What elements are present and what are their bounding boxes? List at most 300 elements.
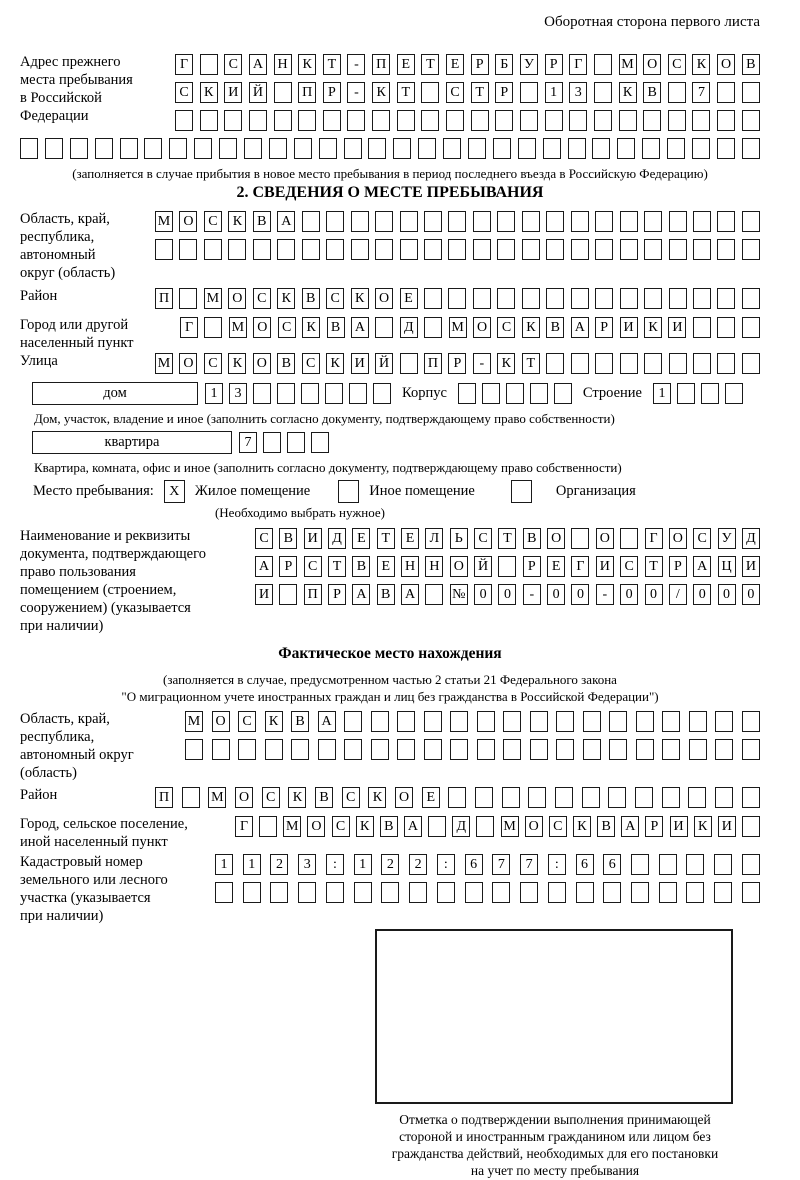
char-cell[interactable]: [742, 110, 760, 131]
char-cell[interactable]: [263, 432, 281, 453]
char-cell[interactable]: Р: [279, 556, 297, 577]
char-cell[interactable]: [155, 239, 173, 260]
char-cell[interactable]: [644, 211, 662, 232]
char-cell[interactable]: [643, 110, 661, 131]
char-cell[interactable]: 1: [354, 854, 372, 875]
char-cell[interactable]: [344, 138, 362, 159]
char-cell[interactable]: [631, 882, 649, 903]
char-cell[interactable]: [418, 138, 436, 159]
char-cell[interactable]: [609, 739, 627, 760]
char-cell[interactable]: [277, 383, 295, 404]
char-cell[interactable]: С: [497, 317, 515, 338]
char-cell[interactable]: М: [208, 787, 226, 808]
char-cell[interactable]: М: [155, 353, 173, 374]
char-cell[interactable]: [546, 211, 564, 232]
char-cell[interactable]: [169, 138, 187, 159]
char-cell[interactable]: И: [304, 528, 322, 549]
char-cell[interactable]: Т: [323, 54, 341, 75]
char-cell[interactable]: [644, 288, 662, 309]
char-cell[interactable]: 7: [239, 432, 257, 453]
char-cell[interactable]: [375, 239, 393, 260]
char-cell[interactable]: О: [450, 556, 468, 577]
char-cell[interactable]: Е: [352, 528, 370, 549]
char-cell[interactable]: [502, 787, 520, 808]
char-cell[interactable]: М: [501, 816, 519, 837]
char-cell[interactable]: С: [238, 711, 256, 732]
char-cell[interactable]: [243, 882, 261, 903]
char-cell[interactable]: [714, 854, 732, 875]
char-cell[interactable]: Е: [422, 787, 440, 808]
char-cell[interactable]: А: [621, 816, 639, 837]
char-cell[interactable]: [530, 383, 548, 404]
char-cell[interactable]: [715, 739, 733, 760]
char-cell[interactable]: Р: [471, 54, 489, 75]
char-cell[interactable]: В: [523, 528, 541, 549]
char-cell[interactable]: [298, 882, 316, 903]
char-cell[interactable]: С: [204, 353, 222, 374]
char-cell[interactable]: -: [523, 584, 541, 605]
char-cell[interactable]: [344, 739, 362, 760]
char-cell[interactable]: В: [546, 317, 564, 338]
char-cell[interactable]: А: [249, 54, 267, 75]
char-cell[interactable]: [204, 317, 222, 338]
char-cell[interactable]: [571, 239, 589, 260]
char-cell[interactable]: :: [437, 854, 455, 875]
char-cell[interactable]: Й: [474, 556, 492, 577]
char-cell[interactable]: К: [351, 288, 369, 309]
char-cell[interactable]: 0: [547, 584, 565, 605]
char-cell[interactable]: Д: [452, 816, 470, 837]
char-cell[interactable]: Г: [645, 528, 663, 549]
char-cell[interactable]: М: [449, 317, 467, 338]
char-cell[interactable]: М: [204, 288, 222, 309]
char-cell[interactable]: [582, 787, 600, 808]
char-cell[interactable]: [448, 288, 466, 309]
char-cell[interactable]: С: [332, 816, 350, 837]
char-cell[interactable]: [120, 138, 138, 159]
char-cell[interactable]: [603, 882, 621, 903]
char-cell[interactable]: [492, 882, 510, 903]
char-cell[interactable]: К: [298, 54, 316, 75]
char-cell[interactable]: [344, 711, 362, 732]
char-cell[interactable]: [742, 816, 760, 837]
char-cell[interactable]: [471, 110, 489, 131]
char-cell[interactable]: [351, 211, 369, 232]
char-cell[interactable]: [693, 239, 711, 260]
char-cell[interactable]: [554, 383, 572, 404]
char-cell[interactable]: [592, 138, 610, 159]
char-cell[interactable]: К: [372, 82, 390, 103]
char-cell[interactable]: В: [302, 288, 320, 309]
char-cell[interactable]: А: [352, 584, 370, 605]
char-cell[interactable]: [717, 110, 735, 131]
char-cell[interactable]: Н: [401, 556, 419, 577]
char-cell[interactable]: [520, 110, 538, 131]
char-cell[interactable]: [642, 138, 660, 159]
char-cell[interactable]: С: [204, 211, 222, 232]
char-cell[interactable]: [620, 211, 638, 232]
char-cell[interactable]: Г: [235, 816, 253, 837]
char-cell[interactable]: И: [670, 816, 688, 837]
char-cell[interactable]: [717, 211, 735, 232]
char-cell[interactable]: [175, 110, 193, 131]
char-cell[interactable]: [495, 110, 513, 131]
char-cell[interactable]: [253, 383, 271, 404]
char-cell[interactable]: К: [326, 353, 344, 374]
checkbox-organizacia[interactable]: [511, 480, 532, 503]
char-cell[interactable]: С: [342, 787, 360, 808]
char-cell[interactable]: [302, 239, 320, 260]
char-cell[interactable]: [381, 882, 399, 903]
char-cell[interactable]: [693, 317, 711, 338]
char-cell[interactable]: Г: [175, 54, 193, 75]
char-cell[interactable]: [548, 882, 566, 903]
char-cell[interactable]: [409, 882, 427, 903]
char-cell[interactable]: 0: [498, 584, 516, 605]
char-cell[interactable]: [742, 739, 760, 760]
char-cell[interactable]: [717, 353, 735, 374]
char-cell[interactable]: К: [619, 82, 637, 103]
char-cell[interactable]: [323, 110, 341, 131]
char-cell[interactable]: [371, 739, 389, 760]
char-cell[interactable]: [20, 138, 38, 159]
char-cell[interactable]: Д: [328, 528, 346, 549]
char-cell[interactable]: [668, 82, 686, 103]
char-cell[interactable]: [576, 882, 594, 903]
char-cell[interactable]: П: [155, 288, 173, 309]
char-cell[interactable]: [717, 138, 735, 159]
char-cell[interactable]: [662, 711, 680, 732]
char-cell[interactable]: И: [718, 816, 736, 837]
char-cell[interactable]: [400, 353, 418, 374]
char-cell[interactable]: [662, 787, 680, 808]
char-cell[interactable]: [458, 383, 476, 404]
char-cell[interactable]: [717, 239, 735, 260]
char-cell[interactable]: [686, 854, 704, 875]
char-cell[interactable]: [302, 211, 320, 232]
char-cell[interactable]: М: [229, 317, 247, 338]
char-cell[interactable]: [595, 288, 613, 309]
char-cell[interactable]: А: [401, 584, 419, 605]
char-cell[interactable]: И: [255, 584, 273, 605]
char-cell[interactable]: [689, 711, 707, 732]
char-cell[interactable]: [498, 556, 516, 577]
char-cell[interactable]: [473, 239, 491, 260]
char-cell[interactable]: О: [375, 288, 393, 309]
char-cell[interactable]: [742, 211, 760, 232]
char-cell[interactable]: [620, 288, 638, 309]
char-cell[interactable]: Т: [522, 353, 540, 374]
char-cell[interactable]: [568, 138, 586, 159]
char-cell[interactable]: [393, 138, 411, 159]
char-cell[interactable]: [669, 353, 687, 374]
char-cell[interactable]: 6: [465, 854, 483, 875]
char-cell[interactable]: [583, 711, 601, 732]
char-cell[interactable]: Г: [569, 54, 587, 75]
char-cell[interactable]: [717, 82, 735, 103]
char-cell[interactable]: [742, 711, 760, 732]
char-cell[interactable]: А: [404, 816, 422, 837]
char-cell[interactable]: У: [520, 54, 538, 75]
char-cell[interactable]: К: [228, 353, 246, 374]
char-cell[interactable]: [325, 383, 343, 404]
char-cell[interactable]: [594, 54, 612, 75]
char-cell[interactable]: [688, 787, 706, 808]
char-cell[interactable]: О: [473, 317, 491, 338]
char-cell[interactable]: [400, 239, 418, 260]
char-cell[interactable]: [556, 711, 574, 732]
char-cell[interactable]: К: [302, 317, 320, 338]
char-cell[interactable]: С: [175, 82, 193, 103]
char-cell[interactable]: [522, 239, 540, 260]
char-cell[interactable]: [693, 288, 711, 309]
char-cell[interactable]: [715, 787, 733, 808]
char-cell[interactable]: С: [326, 288, 344, 309]
char-cell[interactable]: С: [278, 317, 296, 338]
char-cell[interactable]: Р: [523, 556, 541, 577]
char-cell[interactable]: [546, 288, 564, 309]
char-cell[interactable]: В: [377, 584, 395, 605]
char-cell[interactable]: [215, 882, 233, 903]
char-cell[interactable]: 3: [298, 854, 316, 875]
char-cell[interactable]: /: [669, 584, 687, 605]
char-cell[interactable]: Р: [448, 353, 466, 374]
char-cell[interactable]: [714, 882, 732, 903]
char-cell[interactable]: [421, 110, 439, 131]
char-cell[interactable]: А: [351, 317, 369, 338]
char-cell[interactable]: [595, 353, 613, 374]
char-cell[interactable]: 0: [742, 584, 760, 605]
char-cell[interactable]: [668, 110, 686, 131]
char-cell[interactable]: С: [304, 556, 322, 577]
char-cell[interactable]: В: [277, 353, 295, 374]
char-cell[interactable]: [450, 711, 468, 732]
char-cell[interactable]: [468, 138, 486, 159]
char-cell[interactable]: П: [304, 584, 322, 605]
char-cell[interactable]: В: [279, 528, 297, 549]
char-cell[interactable]: [200, 54, 218, 75]
char-cell[interactable]: А: [277, 211, 295, 232]
char-cell[interactable]: [569, 110, 587, 131]
char-cell[interactable]: [546, 239, 564, 260]
char-cell[interactable]: Р: [328, 584, 346, 605]
char-cell[interactable]: [742, 882, 760, 903]
char-cell[interactable]: [530, 739, 548, 760]
char-cell[interactable]: К: [356, 816, 374, 837]
char-cell[interactable]: [446, 110, 464, 131]
char-cell[interactable]: [269, 138, 287, 159]
char-cell[interactable]: [594, 110, 612, 131]
char-cell[interactable]: С: [446, 82, 464, 103]
char-cell[interactable]: Е: [397, 54, 415, 75]
char-cell[interactable]: [659, 854, 677, 875]
char-cell[interactable]: [200, 110, 218, 131]
char-cell[interactable]: М: [619, 54, 637, 75]
char-cell[interactable]: [644, 353, 662, 374]
char-cell[interactable]: [693, 353, 711, 374]
char-cell[interactable]: [298, 110, 316, 131]
char-cell[interactable]: [669, 288, 687, 309]
char-cell[interactable]: 1: [215, 854, 233, 875]
char-cell[interactable]: №: [450, 584, 468, 605]
char-cell[interactable]: [475, 787, 493, 808]
char-cell[interactable]: [518, 138, 536, 159]
char-cell[interactable]: [326, 211, 344, 232]
char-cell[interactable]: 7: [520, 854, 538, 875]
char-cell[interactable]: И: [224, 82, 242, 103]
char-cell[interactable]: [477, 739, 495, 760]
char-cell[interactable]: [617, 138, 635, 159]
char-cell[interactable]: 3: [569, 82, 587, 103]
char-cell[interactable]: [249, 110, 267, 131]
char-cell[interactable]: [583, 739, 601, 760]
char-cell[interactable]: Е: [446, 54, 464, 75]
char-cell[interactable]: [692, 138, 710, 159]
char-cell[interactable]: Р: [595, 317, 613, 338]
char-cell[interactable]: Й: [375, 353, 393, 374]
char-cell[interactable]: 1: [545, 82, 563, 103]
char-cell[interactable]: [497, 211, 515, 232]
char-cell[interactable]: [259, 816, 277, 837]
char-cell[interactable]: О: [717, 54, 735, 75]
char-cell[interactable]: П: [155, 787, 173, 808]
char-cell[interactable]: [506, 383, 524, 404]
char-cell[interactable]: [571, 288, 589, 309]
char-cell[interactable]: Е: [400, 288, 418, 309]
char-cell[interactable]: И: [742, 556, 760, 577]
char-cell[interactable]: И: [620, 317, 638, 338]
char-cell[interactable]: [662, 739, 680, 760]
char-cell[interactable]: [375, 317, 393, 338]
char-cell[interactable]: С: [668, 54, 686, 75]
char-cell[interactable]: Ь: [450, 528, 468, 549]
char-cell[interactable]: В: [643, 82, 661, 103]
char-cell[interactable]: В: [742, 54, 760, 75]
char-cell[interactable]: [279, 584, 297, 605]
checkbox-zhiloe[interactable]: X: [164, 480, 185, 503]
char-cell[interactable]: Г: [571, 556, 589, 577]
char-cell[interactable]: 7: [492, 854, 510, 875]
char-cell[interactable]: К: [277, 288, 295, 309]
char-cell[interactable]: В: [315, 787, 333, 808]
char-cell[interactable]: 0: [718, 584, 736, 605]
char-cell[interactable]: [465, 882, 483, 903]
char-cell[interactable]: [545, 110, 563, 131]
char-cell[interactable]: [397, 110, 415, 131]
char-cell[interactable]: [503, 739, 521, 760]
char-cell[interactable]: -: [347, 54, 365, 75]
char-cell[interactable]: О: [179, 353, 197, 374]
char-cell[interactable]: С: [693, 528, 711, 549]
char-cell[interactable]: [522, 288, 540, 309]
char-cell[interactable]: [742, 317, 760, 338]
char-cell[interactable]: [497, 288, 515, 309]
char-cell[interactable]: [421, 82, 439, 103]
char-cell[interactable]: [677, 383, 695, 404]
char-cell[interactable]: Н: [425, 556, 443, 577]
char-cell[interactable]: [424, 288, 442, 309]
char-cell[interactable]: К: [644, 317, 662, 338]
char-cell[interactable]: [428, 816, 446, 837]
char-cell[interactable]: С: [620, 556, 638, 577]
char-cell[interactable]: -: [473, 353, 491, 374]
char-cell[interactable]: [291, 739, 309, 760]
char-cell[interactable]: [725, 383, 743, 404]
char-cell[interactable]: Г: [180, 317, 198, 338]
char-cell[interactable]: [693, 211, 711, 232]
char-cell[interactable]: Т: [471, 82, 489, 103]
char-cell[interactable]: [375, 211, 393, 232]
char-cell[interactable]: А: [571, 317, 589, 338]
char-cell[interactable]: С: [474, 528, 492, 549]
char-cell[interactable]: [701, 383, 719, 404]
char-cell[interactable]: [595, 211, 613, 232]
char-cell[interactable]: [555, 787, 573, 808]
char-cell[interactable]: [371, 711, 389, 732]
char-cell[interactable]: Т: [421, 54, 439, 75]
char-cell[interactable]: [667, 138, 685, 159]
char-cell[interactable]: 2: [409, 854, 427, 875]
char-cell[interactable]: [644, 239, 662, 260]
char-cell[interactable]: [326, 239, 344, 260]
char-cell[interactable]: П: [298, 82, 316, 103]
char-cell[interactable]: Р: [669, 556, 687, 577]
char-cell[interactable]: А: [255, 556, 273, 577]
char-cell[interactable]: О: [228, 288, 246, 309]
char-cell[interactable]: [448, 211, 466, 232]
char-cell[interactable]: Т: [377, 528, 395, 549]
char-cell[interactable]: 0: [571, 584, 589, 605]
char-cell[interactable]: [182, 787, 200, 808]
char-cell[interactable]: [546, 353, 564, 374]
char-cell[interactable]: 7: [692, 82, 710, 103]
char-cell[interactable]: К: [368, 787, 386, 808]
char-cell[interactable]: Е: [547, 556, 565, 577]
char-cell[interactable]: Р: [545, 54, 563, 75]
char-cell[interactable]: В: [597, 816, 615, 837]
char-cell[interactable]: 6: [576, 854, 594, 875]
char-cell[interactable]: [179, 239, 197, 260]
char-cell[interactable]: [277, 239, 295, 260]
char-cell[interactable]: [742, 239, 760, 260]
char-cell[interactable]: [717, 317, 735, 338]
char-cell[interactable]: [368, 138, 386, 159]
char-cell[interactable]: Е: [401, 528, 419, 549]
char-cell[interactable]: А: [693, 556, 711, 577]
char-cell[interactable]: [631, 854, 649, 875]
char-cell[interactable]: [326, 882, 344, 903]
char-cell[interactable]: Р: [323, 82, 341, 103]
char-cell[interactable]: [448, 787, 466, 808]
char-cell[interactable]: [686, 882, 704, 903]
char-cell[interactable]: [473, 288, 491, 309]
char-cell[interactable]: 2: [270, 854, 288, 875]
char-cell[interactable]: [742, 138, 760, 159]
char-cell[interactable]: [397, 711, 415, 732]
char-cell[interactable]: В: [380, 816, 398, 837]
char-cell[interactable]: [742, 288, 760, 309]
char-cell[interactable]: [212, 739, 230, 760]
char-cell[interactable]: 1: [653, 383, 671, 404]
char-cell[interactable]: 0: [693, 584, 711, 605]
char-cell[interactable]: [493, 138, 511, 159]
char-cell[interactable]: [497, 239, 515, 260]
char-cell[interactable]: [620, 353, 638, 374]
char-cell[interactable]: 2: [381, 854, 399, 875]
char-cell[interactable]: О: [253, 317, 271, 338]
char-cell[interactable]: [204, 239, 222, 260]
char-cell[interactable]: С: [224, 54, 242, 75]
